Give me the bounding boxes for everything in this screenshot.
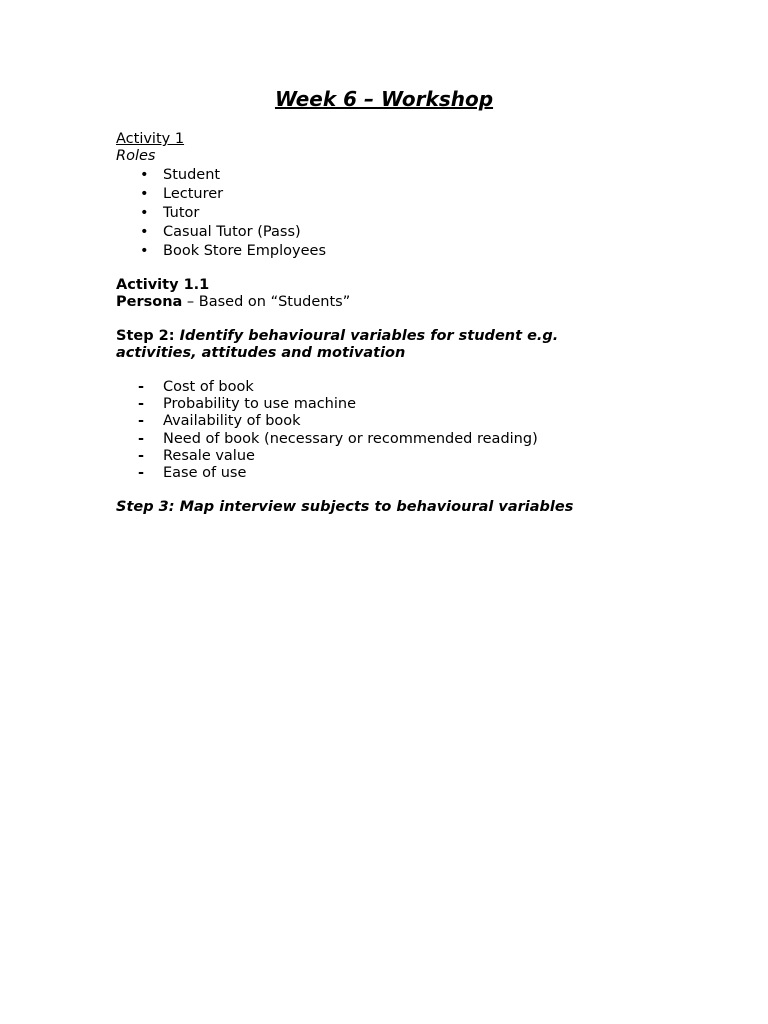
- variable-text: Resale value: [163, 447, 255, 464]
- dash-icon: -: [138, 465, 145, 482]
- step-2-label: Step 2:: [116, 328, 175, 344]
- list-item: [116, 396, 716, 413]
- dash-icon: -: [138, 447, 145, 464]
- role-text: Book Store Employees: [163, 243, 326, 259]
- step-3-label: Step 3:: [116, 499, 175, 516]
- list-item: [116, 242, 716, 261]
- variable-text: Probability to use machine: [163, 396, 357, 413]
- list-item: [116, 431, 716, 448]
- step-3-text: Map interview subjects to behavioural variables: [174, 499, 574, 516]
- variable-text: Ease of use: [163, 465, 247, 482]
- variable-text: Cost of book: [163, 379, 254, 395]
- step-2-line-1: [116, 328, 716, 345]
- list-item: [116, 204, 716, 223]
- bullet-icon: •: [140, 186, 149, 202]
- dash-icon: -: [138, 379, 145, 395]
- list-item: [116, 166, 716, 185]
- step-2-text: Identify behavioural variables for student e.g.: [174, 328, 559, 344]
- role-text: Tutor: [163, 205, 200, 221]
- step-2-line-2: activities, attitudes and motivation: [116, 345, 406, 361]
- roles-subheading: Roles: [116, 148, 156, 164]
- dash-icon: -: [138, 396, 145, 413]
- page-title: Week 6 – Workshop: [274, 87, 494, 111]
- persona-line: [116, 294, 716, 311]
- document-body: [116, 131, 716, 516]
- step-3-line: [116, 499, 716, 516]
- list-item: [116, 223, 716, 242]
- list-item: [116, 185, 716, 204]
- role-text: Student: [163, 167, 221, 183]
- dash-icon: -: [138, 413, 145, 430]
- variable-text: Availability of book: [163, 413, 301, 430]
- bullet-icon: •: [140, 205, 149, 221]
- role-text: Lecturer: [163, 186, 224, 202]
- bullet-icon: •: [140, 224, 149, 240]
- list-item: [116, 448, 716, 465]
- activity-1-1-heading: Activity 1.1: [116, 277, 210, 293]
- behavioural-variables-list: [116, 379, 716, 482]
- list-item: [116, 465, 716, 482]
- persona-text: – Based on “Students”: [182, 294, 351, 310]
- bullet-icon: •: [140, 243, 149, 259]
- bullet-icon: •: [140, 167, 149, 183]
- list-item: [116, 413, 716, 430]
- activity-1-heading: Activity 1: [116, 131, 185, 147]
- dash-icon: -: [138, 430, 145, 447]
- variable-text: Need of book (necessary or recommended reading): [163, 430, 538, 447]
- persona-label: Persona: [116, 294, 183, 310]
- list-item: [116, 379, 716, 396]
- role-text: Casual Tutor (Pass): [163, 224, 301, 240]
- roles-list: [116, 166, 716, 261]
